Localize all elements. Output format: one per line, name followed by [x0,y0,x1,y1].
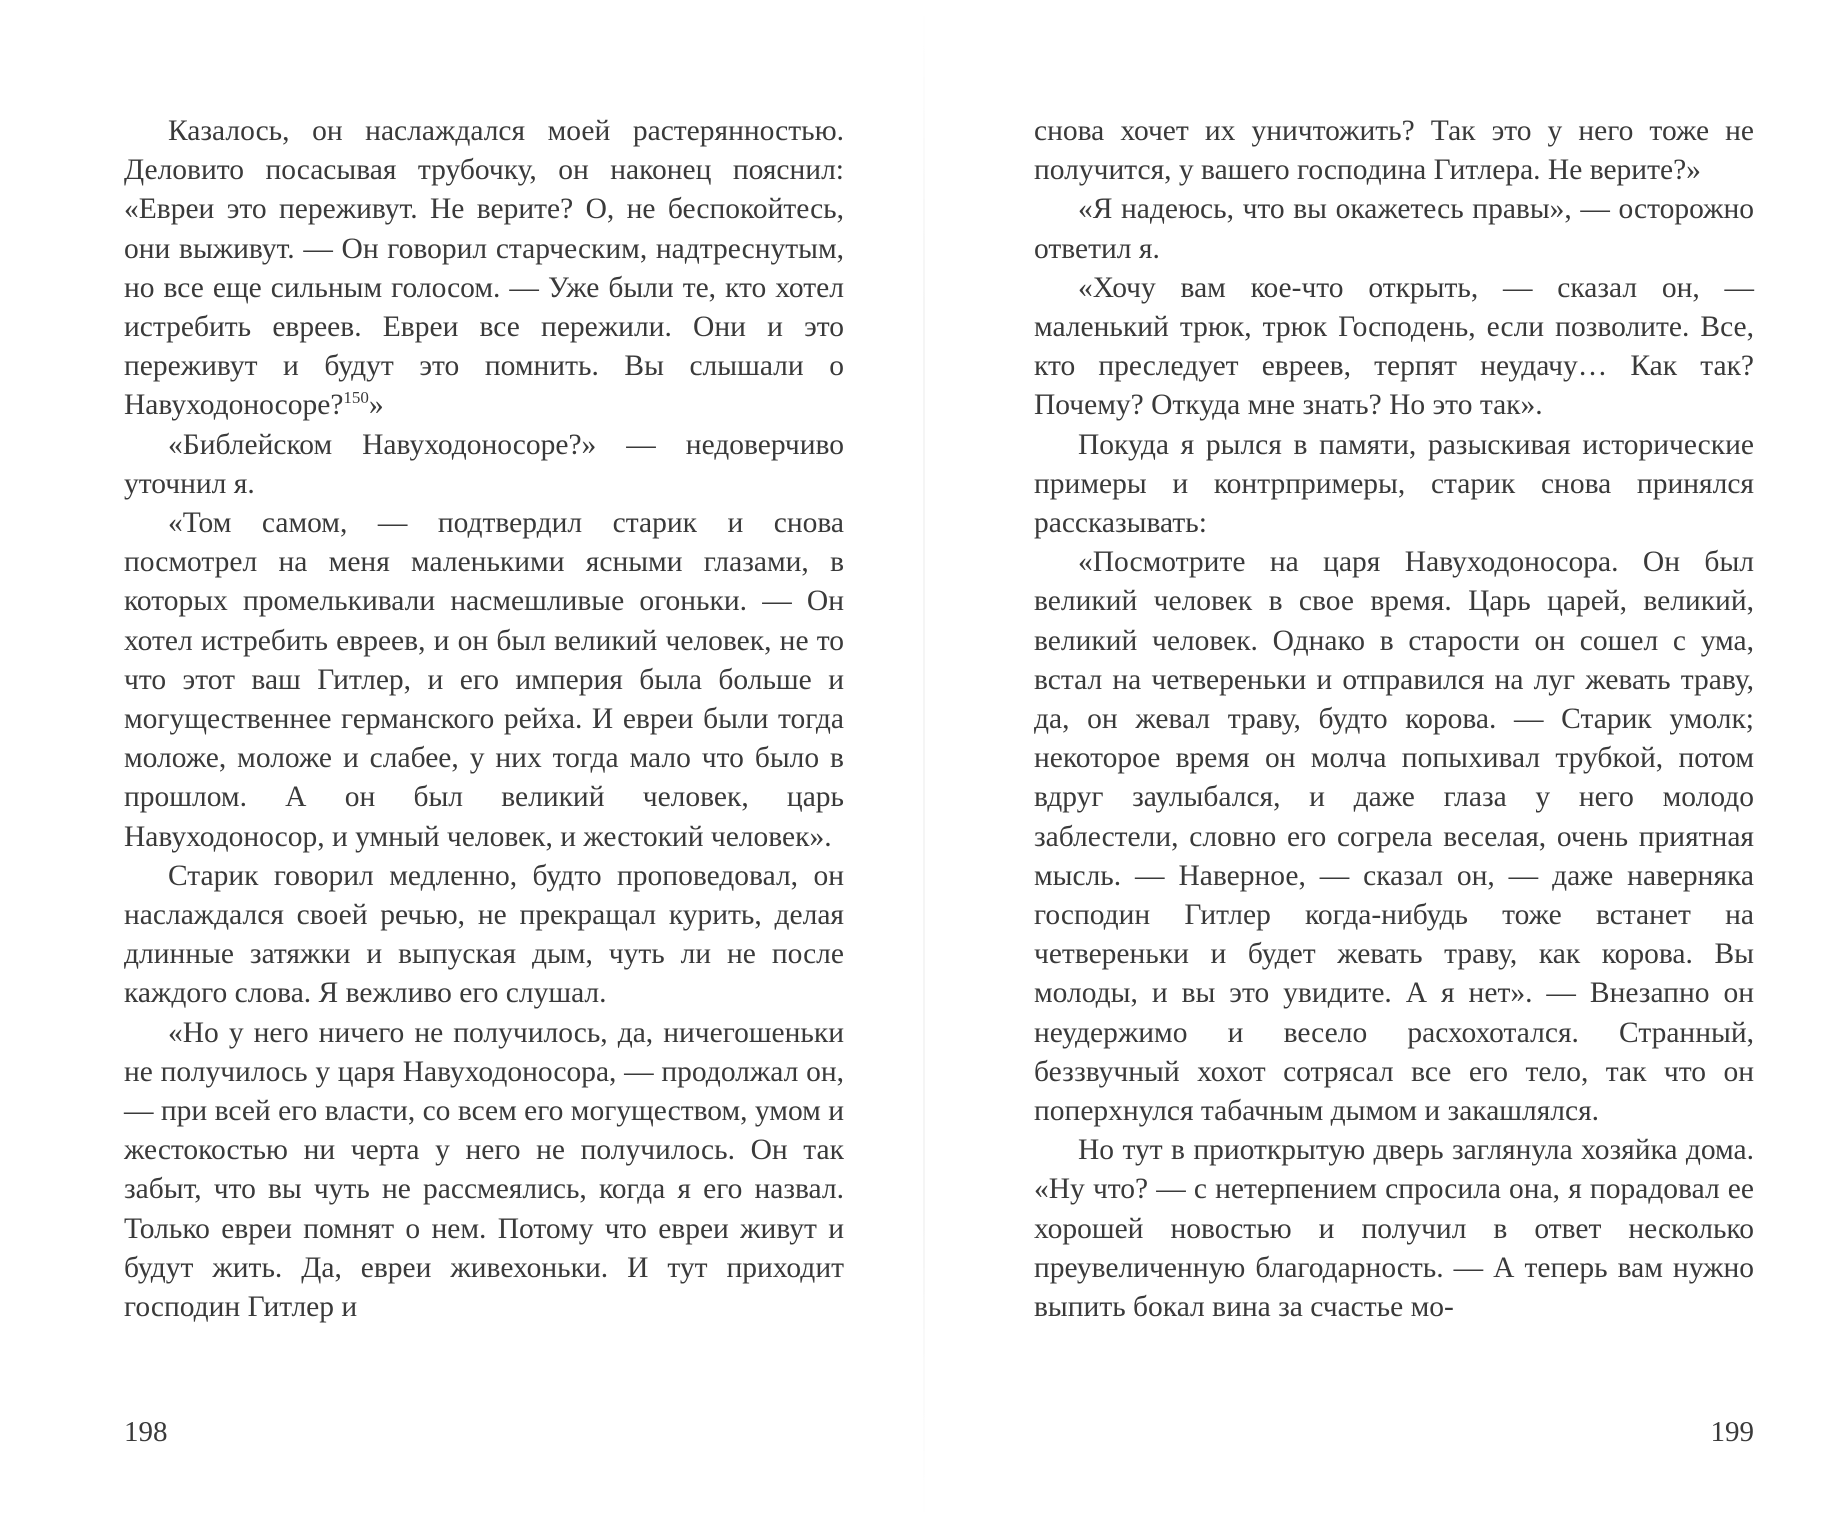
footnote-marker: 150 [343,388,369,408]
paragraph: «Библейском Навуходоносоре?» — недоверчиво уточнил я. [124,428,844,500]
paragraph: «Посмотрите на царя Навуходоносора. Он был великий человек в свое время. Царь царей, великий, великий человек. Однако в старости он сошел с ума, встал на четвереньки и отправился на луг жевать траву, да, он жевал траву, будто корова. — Старик умолк; некоторое время он молча попыхивал трубкой, потом вдруг заулыбался, и даже глаза у него молодо заблестели, словно его согрела веселая, очень приятная мысль. — Наверное, — сказал он, — даже наверняка господин Гитлер когда-нибудь тоже встанет на четвереньки и будет жевать траву, как корова. Вы молоды, и вы это увидите. А я нет». — Внезапно он неудержимо и весело расхохотался. Странный, беззвучный хохот сотрясал все его тело, так что он поперхнулся табачным дымом и закашлялся. [1034,546,1754,1128]
paragraph [124,112,844,426]
page-number: 198 [124,1416,168,1448]
book-gutter [923,0,925,1528]
paragraph: «Хочу вам кое-что открыть, — сказал он, — маленький трюк, трюк Господень, если позволите. Все, кто преследует евреев, терпят неудачу… Как так? Почему? Откуда мне знать? Но это так». [1034,271,1754,422]
paragraph: Старик говорил медленно, будто проповедовал, он наслаждался своей речью, не прекращал курить, делая длинные затяжки и выпуская дым, чуть ли не после каждого слова. Я вежливо его слушал. [124,859,844,1010]
paragraph-continuation: снова хочет их уничтожить? Так это у него тоже не получится, у вашего господина Гитлера. Не верите?» [1034,115,1754,187]
paragraph-text: Казалось, он наслаждался моей растерянностью. Деловито посасывая трубочку, он наконец пояснил: «Евреи это переживут. Не верите? О, не беспокойтесь, они выживут. — Он говорил старческим, надтреснутым, но все еще сильным голосом. — Уже были те, кто хотел истребить евреев. Евреи все пережили. Они и это переживут и будут это помнить. Вы слышали о Навуходоносоре? [124,115,844,422]
right-page [1034,112,1754,1452]
closing-quote: » [368,389,384,422]
left-page [124,112,844,1452]
paragraph: «Я надеюсь, что вы окажетесь правы», — осторожно ответил я. [1034,193,1754,265]
paragraph: «Том самом, — подтвердил старик и снова посмотрел на меня маленькими ясными глазами, в которых промелькивали насмешливые огоньки. — Он хотел истребить евреев, и он был великий человек, не то что этот ваш Гитлер, и его империя была больше и могущественнее германского рейха. И евреи были тогда моложе, моложе и слабее, у них тогда мало что было в прошлом. А он был великий человек, царь Навуходоносор, и умный человек, и жестокий человек». [124,507,844,853]
paragraph: «Но у него ничего не получилось, да, ничегошеньки не получилось у царя Навуходоносора, — продолжал он, — при всей его власти, со всем его могуществом, умом и жестокостью ни черта у него не получилось. Он так забыт, что вы чуть не рассмеялись, когда я его назвал. Только евреи помнят о нем. Потому что евреи живут и будут жить. Да, евреи живехоньки. И тут приходит господин Гитлер и [124,1016,844,1324]
paragraph: Покуда я рылся в памяти, разыскивая исторические примеры и контрпримеры, старик снова принялся рассказывать: [1034,428,1754,540]
left-page-text [124,112,844,1327]
page-number: 199 [1710,1416,1754,1448]
right-page-text [1034,112,1754,1327]
paragraph: Но тут в приоткрытую дверь заглянула хозяйка дома. «Ну что? — с нетерпением спросила она, я порадовал ее хорошей новостью и получил в ответ несколько преувеличенную благодарность. — А теперь вам нужно выпить бокал вина за счастье мо- [1034,1134,1754,1324]
